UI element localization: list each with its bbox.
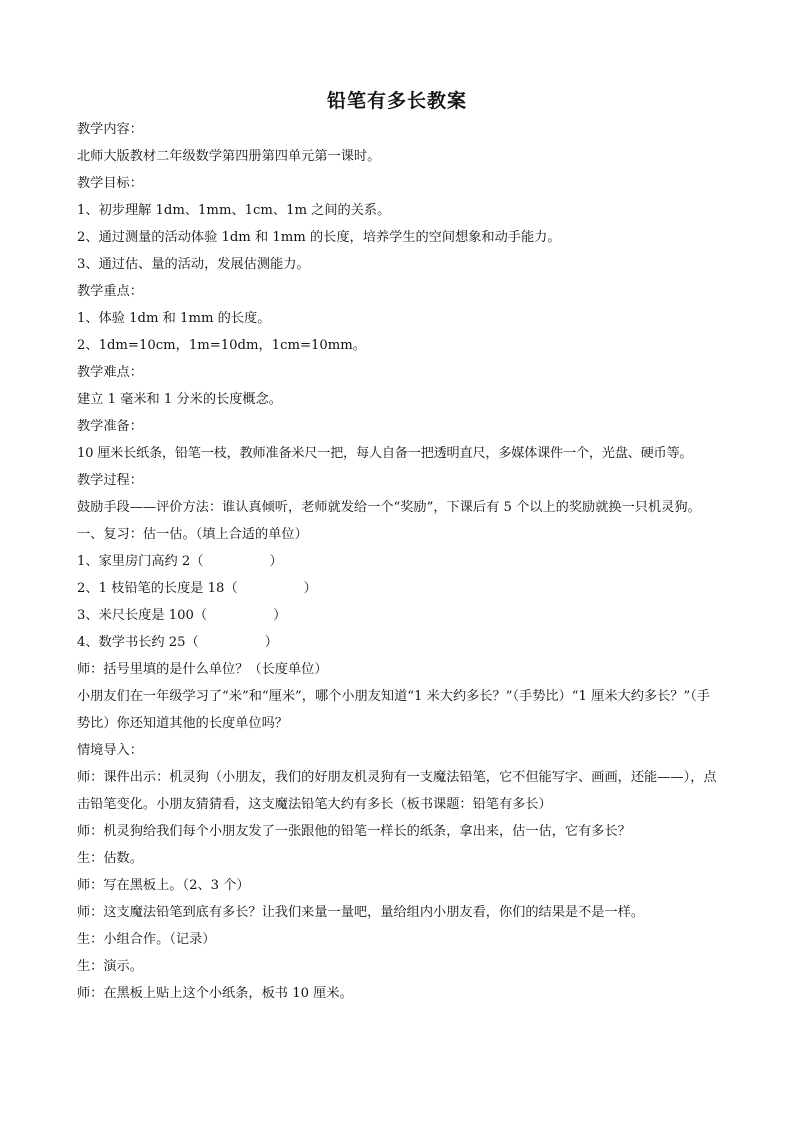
dialogue-line: 师：括号里填的是什么单位？（长度单位） <box>77 662 328 677</box>
paragraph: 小朋友们在一年级学习了“米”和“厘米”，哪个小朋友知道“1 米大约多长？”（手势比）“1 厘米大约多长？”（手势比）你还知道其他的长度单位吗？ <box>77 689 710 731</box>
paragraph: 建立 1 毫米和 1 分米的长度概念。 <box>77 392 282 407</box>
dialogue-line: 师：在黑板上贴上这个小纸条，板书 10 厘米。 <box>77 986 353 1001</box>
exercise-item <box>77 629 722 656</box>
list-item: 3、通过估、量的活动，发展估测能力。 <box>77 257 310 272</box>
heading-objectives: 教学目标： <box>77 176 143 191</box>
dialogue-line: 生：演示。 <box>77 959 143 974</box>
list-item: 1、初步理解 1dm、1mm、1cm、1m 之间的关系。 <box>77 203 391 218</box>
exercise-text: 4、数学书长约 25（ <box>77 635 199 650</box>
heading-process: 教学过程： <box>77 473 143 488</box>
exercise-text: 2、1 枝铅笔的长度是 18（ <box>77 581 238 596</box>
dialogue-line: 师：写在黑板上。（2、3 个） <box>77 878 250 893</box>
exercise-bracket: ） <box>264 635 278 650</box>
exercise-bracket: ） <box>269 554 283 569</box>
exercise-item <box>77 575 722 602</box>
document-body <box>77 116 722 1007</box>
dialogue-line: 生：估数。 <box>77 851 143 866</box>
paragraph: 北师大版教材二年级数学第四册第四单元第一课时。 <box>77 149 381 164</box>
section-review: 一、复习：估一估。（填上合适的单位） <box>77 527 308 542</box>
list-item: 2、1dm=10cm，1m=10dm，1cm=10mm。 <box>77 338 366 353</box>
list-item: 2、通过测量的活动体验 1dm 和 1mm 的长度，培养学生的空间想象和动手能力。 <box>77 230 561 245</box>
exercise-item <box>77 548 722 575</box>
dialogue-line: 生：小组合作。（记录） <box>77 932 216 947</box>
paragraph: 鼓励手段——评价方法：谁认真倾听，老师就发给一个“奖励”，下课后有 5 个以上的奖励就换一只机灵狗。 <box>77 500 701 515</box>
exercise-bracket: ） <box>273 608 287 623</box>
heading-preparation: 教学准备： <box>77 419 143 434</box>
dialogue-line: 师：机灵狗给我们每个小朋友发了一张跟他的铅笔一样长的纸条，拿出来，估一估，它有多长？ <box>77 824 631 839</box>
dialogue-line: 师：课件出示：机灵狗（小朋友，我们的好朋友机灵狗有一支魔法铅笔，它不但能写字、画画，还能——），点击铅笔变化。小朋友猜猜看，这支魔法铅笔大约有多长（板书课题：铅笔有多长） <box>77 770 717 812</box>
heading-difficulties: 教学难点： <box>77 365 143 380</box>
paragraph: 10 厘米长纸条，铅笔一枝，教师准备米尺一把，每人自备一把透明直尺，多媒体课件一个，光盘、硬币等。 <box>77 446 693 461</box>
list-item: 1、体验 1dm 和 1mm 的长度。 <box>77 311 271 326</box>
exercise-text: 3、米尺长度是 100（ <box>77 608 208 623</box>
document-title: 铅笔有多长教案 <box>326 90 467 112</box>
exercise-item <box>77 602 722 629</box>
dialogue-line: 师：这支魔法铅笔到底有多长？让我们来量一量吧，量给组内小朋友看，你们的结果是不是一样。 <box>77 905 645 920</box>
exercise-text: 1、家里房门高约 2（ <box>77 554 204 569</box>
exercise-bracket: ） <box>303 581 317 596</box>
heading-content: 教学内容： <box>77 122 143 137</box>
heading-scenario: 情境导入： <box>77 743 143 758</box>
heading-key-points: 教学重点： <box>77 284 143 299</box>
